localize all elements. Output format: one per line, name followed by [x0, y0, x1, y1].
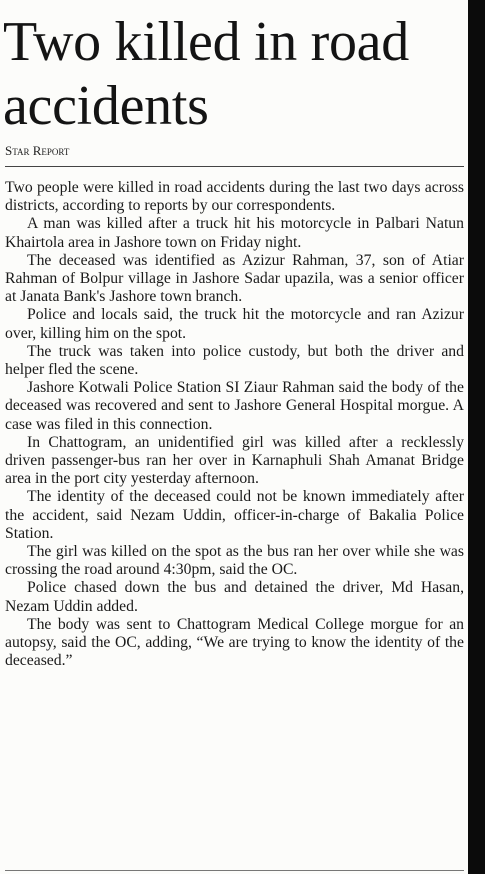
article-body [5, 179, 464, 670]
page-edge-shadow [468, 0, 485, 874]
byline-divider [5, 166, 464, 167]
paragraph: The deceased was identified as Azizur Rahman, 37, son of Atiar Rahman of Bolpur village in Jashore Sadar upazila, was a senior officer at Janata Bank's Jashore town branch. [5, 251, 464, 306]
bottom-divider [5, 870, 464, 871]
paragraph: In Chattogram, an unidentified girl was killed after a recklessly driven passenger-bus ran her over in Karnaphuli Shah Amanat Bridge area in the port city yesterday afternoon. [5, 433, 464, 488]
paragraph: A man was killed after a truck hit his motorcycle in Palbari Natun Khairtola area in Jashore town on Friday night. [5, 215, 464, 251]
paragraph: Jashore Kotwali Police Station SI Ziaur Rahman said the body of the deceased was recovered and sent to Jashore General Hospital morgue. A case was filed in this connection. [5, 379, 464, 433]
paragraph: The girl was killed on the spot as the bus ran her over while she was crossing the road around 4:30pm, said the OC. [5, 543, 464, 579]
headline: Two killed in road accidents [3, 11, 409, 137]
paragraph: Two people were killed in road accidents during the last two days across districts, according to reports by our correspondents. [5, 179, 464, 215]
paragraph: The body was sent to Chattogram Medical College morgue for an autopsy, said the OC, adding, “We are trying to know the identity of the deceased.” [5, 615, 464, 670]
byline: Star Report [5, 143, 70, 158]
paragraph: The identity of the deceased could not be known immediately after the accident, said Nezam Uddin, officer-in-charge of Bakalia Police Station. [5, 488, 464, 542]
paragraph: Police and locals said, the truck hit the motorcycle and ran Azizur over, killing him on the spot. [5, 306, 464, 342]
paragraph: The truck was taken into police custody, but both the driver and helper fled the scene. [5, 342, 464, 379]
paragraph: Police chased down the bus and detained the driver, Md Hasan, Nezam Uddin added. [5, 579, 464, 615]
article [5, 0, 464, 670]
